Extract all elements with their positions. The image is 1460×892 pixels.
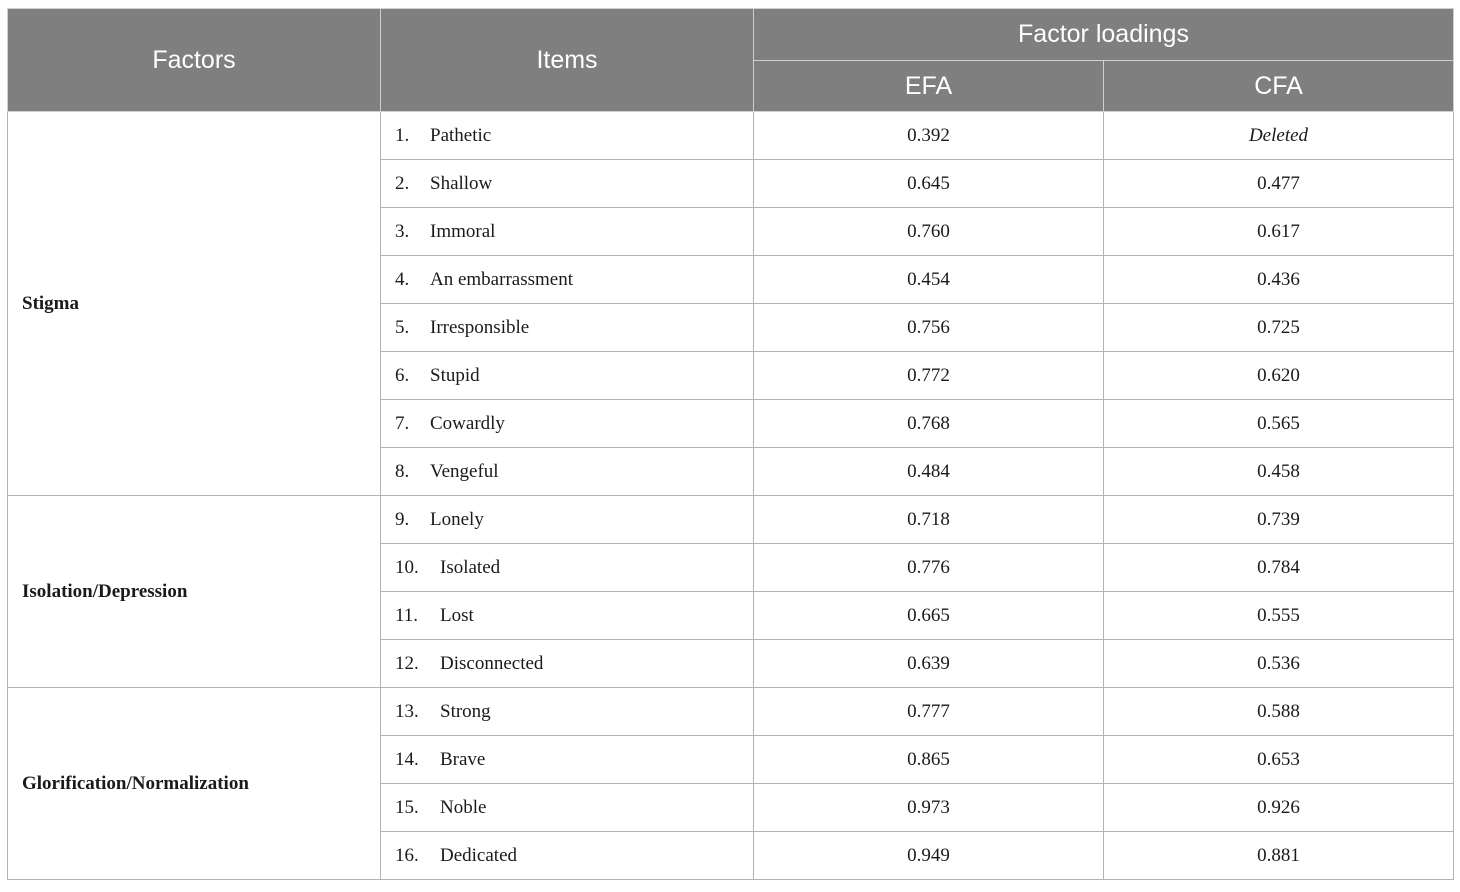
efa-value: 0.665: [754, 592, 1104, 640]
item-number: 10.: [395, 556, 419, 578]
item-label: Vengeful: [430, 460, 499, 482]
item-cell: [381, 736, 754, 784]
efa-value: 0.760: [754, 208, 1104, 256]
cfa-value: 0.436: [1104, 256, 1454, 304]
efa-value: 0.772: [754, 352, 1104, 400]
item-cell: [381, 784, 754, 832]
item-number: 7.: [395, 412, 410, 434]
header-items: Items: [381, 9, 754, 112]
item-cell: [381, 688, 754, 736]
cfa-value: 0.926: [1104, 784, 1454, 832]
efa-value: 0.392: [754, 112, 1104, 160]
item-number: 9.: [395, 508, 410, 530]
item-number: 11.: [395, 604, 419, 626]
header-cfa: CFA: [1104, 61, 1454, 112]
header-efa: EFA: [754, 61, 1104, 112]
cfa-value: 0.784: [1104, 544, 1454, 592]
item-cell: [381, 400, 754, 448]
item-label: Lonely: [430, 508, 484, 530]
header-factor-loadings: Factor loadings: [754, 9, 1454, 61]
cfa-value: 0.617: [1104, 208, 1454, 256]
item-cell: [381, 832, 754, 880]
item-number: 3.: [395, 220, 410, 242]
item-label: Shallow: [430, 172, 493, 194]
item-number: 4.: [395, 268, 410, 290]
item-label: Lost: [440, 604, 474, 626]
efa-value: 0.645: [754, 160, 1104, 208]
table-row: [8, 496, 1454, 544]
item-label: Strong: [440, 700, 491, 722]
item-number: 14.: [395, 748, 419, 770]
cfa-value: Deleted: [1104, 112, 1454, 160]
item-number: 12.: [395, 652, 419, 674]
item-cell: [381, 640, 754, 688]
factor-label: Glorification/Normalization: [8, 688, 381, 880]
cfa-value: 0.565: [1104, 400, 1454, 448]
item-label: Disconnected: [440, 652, 544, 674]
item-label: An embarrassment: [430, 268, 573, 290]
efa-value: 0.454: [754, 256, 1104, 304]
cfa-value: 0.555: [1104, 592, 1454, 640]
table-body: [8, 112, 1454, 880]
cfa-value: 0.620: [1104, 352, 1454, 400]
cfa-value: 0.881: [1104, 832, 1454, 880]
factor-loadings-table: [7, 8, 1454, 880]
item-number: 1.: [395, 124, 410, 146]
table-row: [8, 688, 1454, 736]
item-cell: [381, 544, 754, 592]
efa-value: 0.777: [754, 688, 1104, 736]
item-label: Irresponsible: [430, 316, 530, 338]
item-label: Brave: [440, 748, 486, 770]
item-cell: [381, 352, 754, 400]
cfa-value: 0.725: [1104, 304, 1454, 352]
item-cell: [381, 256, 754, 304]
item-number: 5.: [395, 316, 410, 338]
item-cell: [381, 160, 754, 208]
efa-value: 0.639: [754, 640, 1104, 688]
item-number: 6.: [395, 364, 410, 386]
item-cell: [381, 304, 754, 352]
cfa-value: 0.739: [1104, 496, 1454, 544]
efa-value: 0.768: [754, 400, 1104, 448]
efa-value: 0.718: [754, 496, 1104, 544]
item-number: 16.: [395, 844, 419, 866]
efa-value: 0.949: [754, 832, 1104, 880]
item-cell: [381, 448, 754, 496]
efa-value: 0.756: [754, 304, 1104, 352]
item-number: 2.: [395, 172, 410, 194]
item-cell: [381, 592, 754, 640]
efa-value: 0.865: [754, 736, 1104, 784]
efa-value: 0.484: [754, 448, 1104, 496]
item-label: Isolated: [440, 556, 501, 578]
item-label: Pathetic: [430, 124, 492, 146]
item-label: Dedicated: [440, 844, 518, 866]
header-factors: Factors: [8, 9, 381, 112]
item-cell: [381, 496, 754, 544]
item-number: 13.: [395, 700, 419, 722]
table-header: [8, 9, 1454, 112]
cfa-value: 0.588: [1104, 688, 1454, 736]
cfa-value: 0.653: [1104, 736, 1454, 784]
item-label: Immoral: [430, 220, 496, 242]
cfa-value: 0.477: [1104, 160, 1454, 208]
factor-label: Stigma: [8, 112, 381, 496]
item-label: Noble: [440, 796, 487, 818]
item-cell: [381, 208, 754, 256]
item-label: Cowardly: [430, 412, 505, 434]
item-number: 15.: [395, 796, 419, 818]
table-row: [8, 112, 1454, 160]
cfa-value: 0.458: [1104, 448, 1454, 496]
item-number: 8.: [395, 460, 410, 482]
efa-value: 0.973: [754, 784, 1104, 832]
factor-label: Isolation/Depression: [8, 496, 381, 688]
item-cell: [381, 112, 754, 160]
efa-value: 0.776: [754, 544, 1104, 592]
cfa-value: 0.536: [1104, 640, 1454, 688]
item-label: Stupid: [430, 364, 480, 386]
